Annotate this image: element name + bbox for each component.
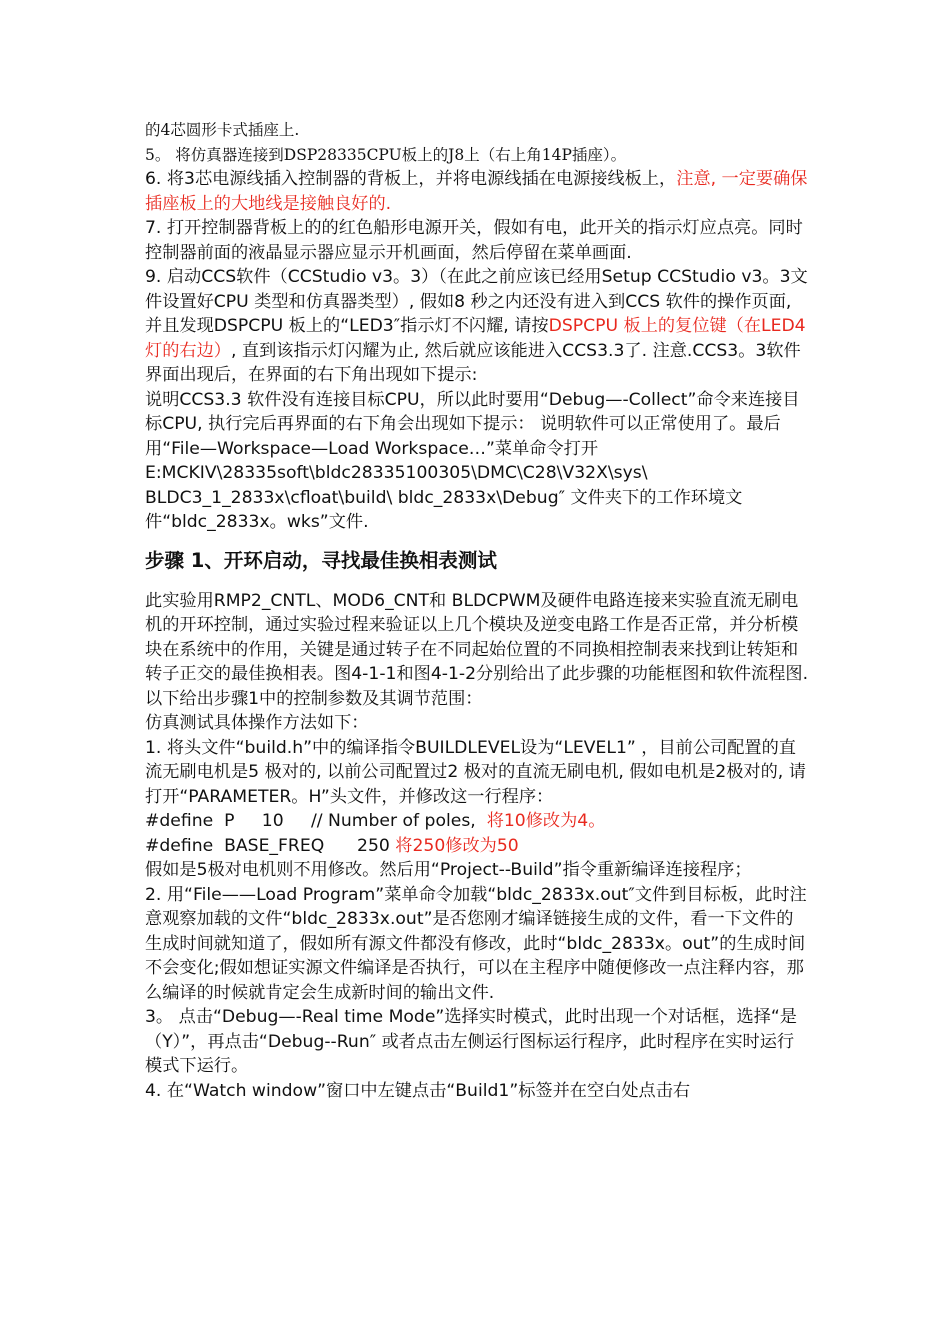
code-poles-note: 将10修改为4。	[486, 811, 606, 831]
step6-warning: 注意, 一定要确保插座板上的大地线是接触良好的.	[145, 169, 808, 214]
paragraph-method: 仿真测试具体操作方法如下：	[145, 713, 369, 733]
code-freq: #define BASE_FREQ 250	[145, 835, 396, 856]
paragraph-build: 假如是5极对电机则不用修改。然后用“Project--Build”指令重新编译连接程序；	[145, 860, 752, 880]
step9-text-b: , 直到该指示灯闪耀为止, 然后就应该能进入CCS3.3了. 注意.CCS3。3软件界面出现后，在界面的右下角出现如下提示:	[145, 340, 801, 385]
step6-text: 6. 将3芯电源线插入控制器的背板上，并将电源线插在电源接线板上，	[145, 169, 677, 189]
paragraph-workspace: 说明CCS3.3 软件没有连接目标CPU，所以此时要用“Debug—-Collect”命令来连接目标CPU, 执行完后再界面的右下角会出现如下提示： 说明软件可以正常使用了。最后用“File—Workspace—Load Workspace…”菜单命令打开E:MCKIV\28335soft\bldc28335100305\DMC\C28\V32X\sys\ BLDC3_1_2833x\cfloat\build\ bldc_2833x\Debug″ 文件夹下的工作环境文件“bldc_2833x。wks”文件.	[145, 389, 800, 532]
paragraph-step7: 7. 打开控制器背板上的的红色船形电源开关，假如有电，此开关的指示灯应点亮。同时控制器前面的液晶显示器应显示开机画面，然后停留在菜单画面.	[145, 218, 803, 263]
code-line-poles	[145, 809, 810, 834]
paragraph-op4: 4. 在“Watch window”窗口中左键点击“Build1”标签并在空白处点击右	[145, 1080, 691, 1101]
code-poles: #define P 10 // Number of poles,	[145, 811, 487, 831]
paragraph-step9	[145, 265, 810, 388]
paragraph-step6	[145, 167, 810, 216]
document-page	[145, 118, 810, 1103]
step9-text-a: 9. 启动CCS软件（CCStudio v3。3）（在此之前应该已经用Setup CCStudio v3。3文件设置好CPU 类型和仿真器类型）, 假如8 秒之内还没有进入到CCS 软件的操作页面, 并且发现DSPCPU 板上的“LED3″指示灯不闪耀, 请按	[145, 267, 808, 336]
section-heading: 步骤 1、开环启动，寻找最佳换相表测试	[145, 548, 497, 572]
paragraph-op3: 3。 点击“Debug—-Real time Mode”选择实时模式，此时出现一个对话框，选择“是（Y）”，再点击“Debug--Run″ 或者点击左侧运行图标运行程序，此时程序在实时运行模式下运行。	[145, 1007, 797, 1076]
step9-reset-note: DSPCPU 板上的复位键（在LED4灯的右边）	[145, 316, 806, 361]
paragraph-intro: 此实验用RMP2_CNTL、MOD6_CNT和 BLDCPWM及硬件电路连接来实验直流无刷电机的开环控制，通过实验过程来验证以上几个模块及逆变电路工作是否正常，并分析模块在系统中的作用，关键是通过转子在不同起始位置的不同换相控制表来找到让转矩和转子正交的最佳换相表。图4-1-1和图4-1-2分别给出了此步骤的功能框图和软件流程图. 以下给出步骤1中的控制参数及其调节范围：	[145, 590, 809, 709]
paragraph-step5: 5。 将仿真器连接到DSP28335CPU板上的J8上（右上角14P插座）。	[145, 145, 627, 164]
paragraph-op2: 2. 用“File——Load Program”菜单命令加载“bldc_2833x.out″文件到目标板，此时注意观察加载的文件“bldc_2833x.out”是否您刚才编译链接生成的文件，看一下文件的生成时间就知道了，假如所有源文件都没有修改，此时“bldc_2833x。out”的生成时间不会变化;假如想证实源文件编译是否执行，可以在主程序中随便修改一点注释内容，那么编译的时候就肯定会生成新时间的输出文件.	[145, 884, 807, 1003]
code-freq-note: 将250修改为50	[395, 835, 519, 856]
paragraph-op1: 1. 将头文件“build.h”中的编译指令BUILDLEVEL设为“LEVEL1” ，目前公司配置的直流无刷电机是5 极对的, 以前公司配置过2 极对的直流无刷电机, 假如电机是2极对的, 请打开“PARAMETER。H”头文件，并修改这一行程序：	[145, 737, 806, 807]
code-line-freq	[145, 834, 810, 859]
paragraph-connector: 的4芯圆形卡式插座上.	[145, 121, 300, 139]
